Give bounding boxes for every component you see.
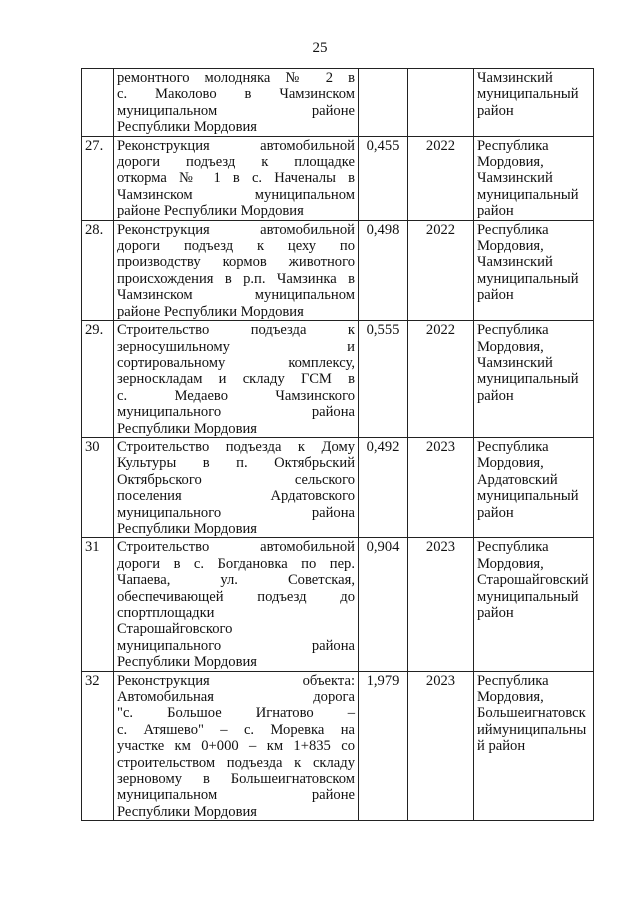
description-line: Строительство подъезда к Дому: [117, 438, 355, 455]
row-number-cell: 28.: [82, 220, 114, 320]
location-line: иймуниципальны: [477, 721, 587, 738]
description-line: сортировальному комплексу,: [117, 354, 355, 371]
description-line: дороги подъезд к площадке: [117, 154, 355, 171]
location-cell: [474, 220, 594, 320]
description-line: Октябрьского сельского: [117, 471, 355, 488]
object-description-cell: [114, 437, 359, 537]
location-line: Мордовия,: [477, 555, 544, 572]
table-row: [82, 220, 594, 320]
row-number-cell: 31: [82, 538, 114, 671]
location-line: Мордовия,: [477, 455, 544, 472]
location-line: Чамзинский: [477, 70, 553, 86]
object-description-cell: [114, 671, 359, 821]
table-row: [82, 671, 594, 821]
object-description-cell: [114, 321, 359, 438]
description-line: Автомобильная дорога: [117, 689, 355, 706]
description-line: муниципальном районе: [117, 787, 355, 804]
location-line: Мордовия,: [477, 238, 544, 255]
object-description-cell: [114, 69, 359, 137]
location-line: Республика: [477, 221, 549, 238]
description-line: муниципального района: [117, 404, 355, 421]
location-line: Ардатовский: [477, 471, 558, 488]
location-line: Республика: [477, 322, 549, 339]
description-line: зерноскладам и складу ГСМ в: [117, 371, 355, 388]
description-line: Старошайговского: [117, 621, 233, 638]
location-line: й район: [477, 738, 526, 755]
location-line: Мордовия,: [477, 338, 544, 355]
row-number-cell: 29.: [82, 321, 114, 438]
description-line: с. Медаево Чамзинского: [117, 387, 355, 404]
location-line: муниципальный: [477, 371, 579, 388]
location-line: район: [477, 102, 514, 119]
description-line: с. Маколово в Чамзинском: [117, 86, 355, 103]
row-number-cell: 27.: [82, 136, 114, 220]
location-line: Республика: [477, 438, 549, 455]
description-line: Чамзинском муниципальном: [117, 186, 355, 203]
location-line: Старошайговский: [477, 572, 589, 589]
table-row: [82, 437, 594, 537]
description-line: Республики Мордовия: [117, 420, 258, 437]
description-line: Республики Мордовия: [117, 119, 258, 136]
table-row: [82, 538, 594, 671]
object-description-cell: [114, 136, 359, 220]
description-line: муниципальном районе: [117, 102, 355, 119]
length-km-cell: 0,555: [359, 321, 408, 438]
description-line: Республики Мордовия: [117, 654, 258, 671]
location-line: район: [477, 504, 514, 521]
location-line: муниципальный: [477, 270, 579, 287]
location-line: Мордовия,: [477, 154, 544, 171]
description-line: муниципального района: [117, 504, 355, 521]
year-cell: 2023: [408, 437, 474, 537]
description-line: Реконструкция автомобильной: [117, 137, 355, 154]
description-line: участке км 0+000 – км 1+835 со: [117, 738, 355, 755]
description-line: строительством подъезда к складу: [117, 754, 355, 771]
location-line: муниципальный: [477, 488, 579, 505]
table-row: [82, 321, 594, 438]
description-line: Чапаева, ул. Советская,: [117, 572, 355, 589]
page-number: 25: [312, 40, 328, 56]
description-line: ремонтного молодняка № 2 в: [117, 70, 355, 86]
year-cell: 2023: [408, 671, 474, 821]
object-description-cell: [114, 220, 359, 320]
location-line: Республика: [477, 672, 549, 689]
length-km-cell: 0,904: [359, 538, 408, 671]
location-line: Чамзинский: [477, 254, 553, 271]
location-cell: [474, 538, 594, 671]
description-line: Республики Мордовия: [117, 803, 258, 820]
length-km-cell: 1,979: [359, 671, 408, 821]
description-line: районе Республики Мордовия: [117, 303, 304, 320]
description-line: откорма № 1 в с. Наченалы в: [117, 170, 355, 187]
row-number-cell: 32: [82, 671, 114, 821]
description-line: зерновому в Большеигнатовском: [117, 771, 355, 788]
row-number-cell: [82, 69, 114, 137]
description-line: поселения Ардатовского: [117, 488, 355, 505]
year-cell: 2022: [408, 136, 474, 220]
length-km-cell: 0,498: [359, 220, 408, 320]
description-line: с. Атяшево" – с. Моревка на: [117, 721, 355, 738]
description-line: Республики Мордовия: [117, 520, 258, 537]
description-line: происхождения в р.п. Чамзинка в: [117, 270, 355, 287]
location-line: район: [477, 387, 514, 404]
description-line: спортплощадки: [117, 605, 215, 621]
location-line: Республика: [477, 539, 549, 556]
description-line: Реконструкция объекта:: [117, 672, 355, 689]
object-description-cell: [114, 538, 359, 671]
description-line: Культуры в п. Октябрьский: [117, 455, 355, 472]
description-line: дороги в с. Богдановка по пер.: [117, 555, 355, 572]
location-line: Мордовия,: [477, 689, 544, 706]
description-line: производству кормов животного: [117, 254, 355, 271]
location-line: Большеигнатовск: [477, 705, 586, 722]
year-cell: 2023: [408, 538, 474, 671]
description-line: Реконструкция автомобильной: [117, 221, 355, 238]
location-line: муниципальный: [477, 186, 579, 203]
description-line: "с. Большое Игнатово –: [117, 705, 355, 722]
year-cell: 2022: [408, 321, 474, 438]
description-line: дороги подъезд к цеху по: [117, 238, 355, 255]
length-km-cell: [359, 69, 408, 137]
description-line: обеспечивающей подъезд до: [117, 588, 355, 605]
description-line: муниципального района: [117, 637, 355, 654]
location-cell: [474, 321, 594, 438]
year-cell: [408, 69, 474, 137]
table-row: [82, 136, 594, 220]
location-line: Чамзинский: [477, 354, 553, 371]
location-line: район: [477, 605, 514, 621]
length-km-cell: 0,492: [359, 437, 408, 537]
description-line: районе Республики Мордовия: [117, 203, 304, 220]
year-cell: 2022: [408, 220, 474, 320]
location-line: район: [477, 287, 514, 304]
location-line: район: [477, 203, 514, 220]
location-cell: [474, 437, 594, 537]
location-cell: [474, 69, 594, 137]
description-line: зерносушильному и: [117, 338, 355, 355]
length-km-cell: 0,455: [359, 136, 408, 220]
description-line: Строительство подъезда к: [117, 322, 355, 339]
description-line: Строительство автомобильной: [117, 539, 355, 556]
description-line: Чамзинском муниципальном: [117, 287, 355, 304]
location-cell: [474, 671, 594, 821]
location-line: Республика: [477, 137, 549, 154]
road-objects-table: [81, 68, 594, 821]
location-line: Чамзинский: [477, 170, 553, 187]
location-line: муниципальный: [477, 86, 579, 103]
row-number-cell: 30: [82, 437, 114, 537]
location-line: муниципальный: [477, 588, 579, 605]
table-row: [82, 69, 594, 137]
location-cell: [474, 136, 594, 220]
